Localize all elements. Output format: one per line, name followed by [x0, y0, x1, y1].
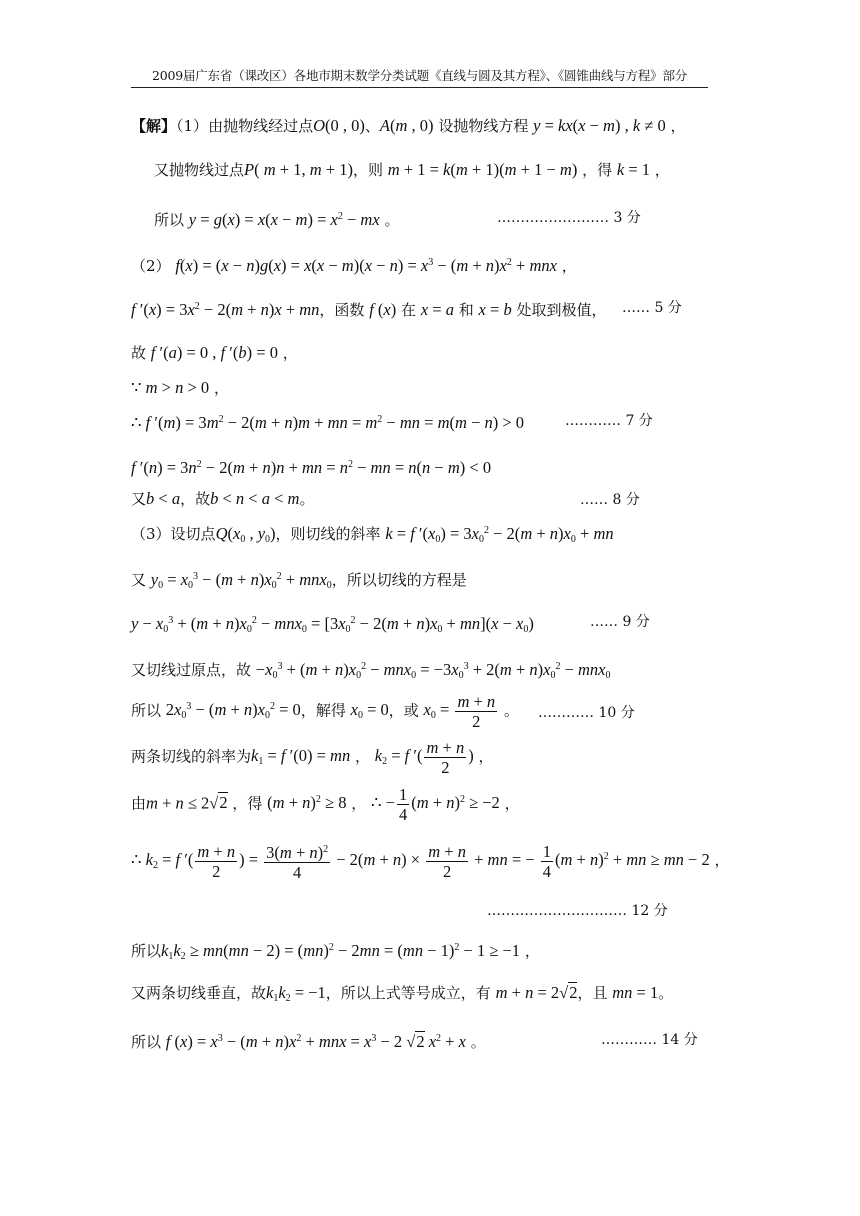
line-20: 又两条切线垂直，故$k_1k_2 = -1$，所以上式等号成立，有 m + n = 2√2，且 mn = 1。 [131, 983, 674, 1004]
text: ，得 [582, 161, 613, 179]
line-6: 故 f ′(a) = 0 , f ′(b) = 0 ， [131, 343, 298, 362]
text: 两条切线的斜率为 [131, 747, 252, 766]
text: ，所以切线的方程是 [331, 571, 467, 589]
text: 。 [384, 211, 400, 229]
text: 由 [131, 794, 147, 813]
text: 所以 [131, 701, 162, 720]
line-7: ∵ m > n > 0 ， [131, 378, 229, 397]
text: ，所以上式等号成立，有 [325, 984, 491, 1002]
score-14: ………… 14 分 [601, 1032, 698, 1048]
text: 故 [131, 344, 147, 362]
text: 在 [401, 301, 417, 319]
text: ，函数 [319, 301, 365, 319]
line-14: 又切线过原点，故 $-x_0^3 + (m + n)x_0^2 - mnx_0 = -3x_0^3 + 2(m + n)x_0^2 - mnx_0$ [131, 660, 611, 681]
text: ，则切线的斜率 [275, 525, 381, 543]
score-3: …………………… 3 分 [497, 210, 641, 226]
part1-label: （1） [176, 117, 209, 135]
solution-mark: 【解】 [131, 117, 177, 135]
text: 。 [470, 1033, 486, 1051]
line-10: 又b < a，故b < n < a < m。 [131, 489, 315, 508]
line-4: （2） $f(x) = (x - n)g(x) = x(x - m)(x - n) = x^3 - (m + n)x^2$ + mnx ， [131, 256, 577, 275]
text: 。 [503, 701, 519, 720]
page-header: 2009届广东省（课改区）各地市期末数学分类试题《直线与圆及其方程》、《圆锥曲线与方程》部分 [131, 66, 708, 88]
text: 又 [131, 571, 147, 589]
line-17: 由m + n ≤ 2√2 ，得 $(m + n)^2 \ge 8$ ， ∴ − $\frac{1}{4}$ $(m + n)^2 \ge -2$ ， [131, 785, 520, 824]
line-5: f $'(x) = 3x^2 - 2(m + n)x$ + mn，函数 f (x) 在 x = a 和 x = b 处取到极值， [131, 300, 607, 319]
line-1: 【解】（1）由抛物线经过点O(0 , 0)、A(m , 0) 设抛物线方程 y = kx(x − m) , k ≠ 0 ， [131, 116, 686, 135]
text: 和 [458, 301, 474, 319]
text: 所以 [131, 1033, 162, 1051]
line-16: 两条切线的斜率为$k_1 = f$ ′(0) = mn ， $k_2 = f$ ′( $\frac{m + n}{2}$ ) ， [131, 738, 494, 777]
text: 又抛物线过点 [154, 161, 245, 179]
line-9: f $'(n) = 3n^2 - 2(m + n)n$ + mn = $n^2$ − mn = n(n − m) < 0 [131, 458, 492, 477]
text: 设抛物线方程 [438, 117, 529, 135]
text: ，且 [577, 984, 608, 1002]
text: ，解得 [300, 701, 346, 720]
line-15: 所以 $2x_0^3 - (m + n)x_0^2 = 0$，解得 $x_0 = 0$，或 $x_0$ = $\frac{m + n}{2}$ 。 [131, 692, 519, 731]
text: 处取到极值， [516, 301, 607, 319]
text: 设切点 [170, 525, 216, 543]
score-10: ………… 10 分 [538, 705, 635, 721]
text: ，或 [388, 701, 419, 720]
line-18: ∴ $k_2 = f$ ′( $\frac{m + n}{2}$ ) = $\frac{3(m + n)^2}{4}$ − 2(m + n) × $\frac{m + n}{2}$ + mn = − $\frac{1}{4}$ $(m + n)^2$ + mn ≥ mn − 2 ， [131, 841, 730, 882]
text: 又两条切线垂直，故 [131, 984, 267, 1002]
line-3: 所以 $y = g(x) = x(x - m) = x^2$ − mx 。 [154, 210, 400, 229]
line-2: 又抛物线过点P( m + 1, m + 1)，则 m + 1 = k(m + 1)(m + 1 − m) ，得 k = 1 ， [154, 160, 670, 179]
score-7: ………… 7 分 [565, 413, 653, 429]
text: 又 [131, 490, 147, 508]
text: 所以 [154, 211, 185, 229]
part3-label: （3） [131, 525, 171, 543]
line-21: 所以 f $(x) = x^3 - (m + n)x^2$ + mnx = $x^3 - 2$ √2 $x^2 + x$ 。 [131, 1032, 486, 1051]
line-11: （3）设切点$Q(x_0$ , $y_0$)，则切线的斜率 k = f $'(x_0) = 3x_0^2 - 2(m + n)x_0$ + mn [131, 524, 614, 545]
line-19: 所以$k_1k_2 \ge mn(mn - 2) = (mn)^2 - 2mn = (mn - 1)^2 - 1 \ge -1$ ， [131, 941, 540, 962]
text: ，则 [352, 161, 383, 179]
score-9: …… 9 分 [590, 614, 650, 630]
score-12: ………………………… 12 分 [487, 903, 668, 919]
text: 又切线过原点，故 [131, 661, 252, 679]
part2-label: （2） [131, 257, 171, 275]
text: ，故 [180, 490, 211, 508]
line-13: $y - x_0^3 + (m + n)x_0^2 - mnx_0 = [3x_0^2 - 2(m + n)x_0 + mn](x - x_0)$ [131, 614, 534, 635]
score-8: …… 8 分 [580, 492, 640, 508]
text: 。 [658, 984, 674, 1002]
line-8: ∴ f $'(m) = 3m^2 - 2(m + n)m$ + mn = $m^2$ − mn = m(m − n) > 0 [131, 413, 525, 432]
text: 由抛物线经过点 [208, 117, 314, 135]
text: 所以 [131, 942, 162, 960]
text: 。 [299, 490, 315, 508]
score-5: …… 5 分 [622, 300, 682, 316]
line-12: 又 $y_0 = x_0^3 - (m + n)x_0^2 + mnx_0$，所以切线的方程是 [131, 570, 467, 591]
